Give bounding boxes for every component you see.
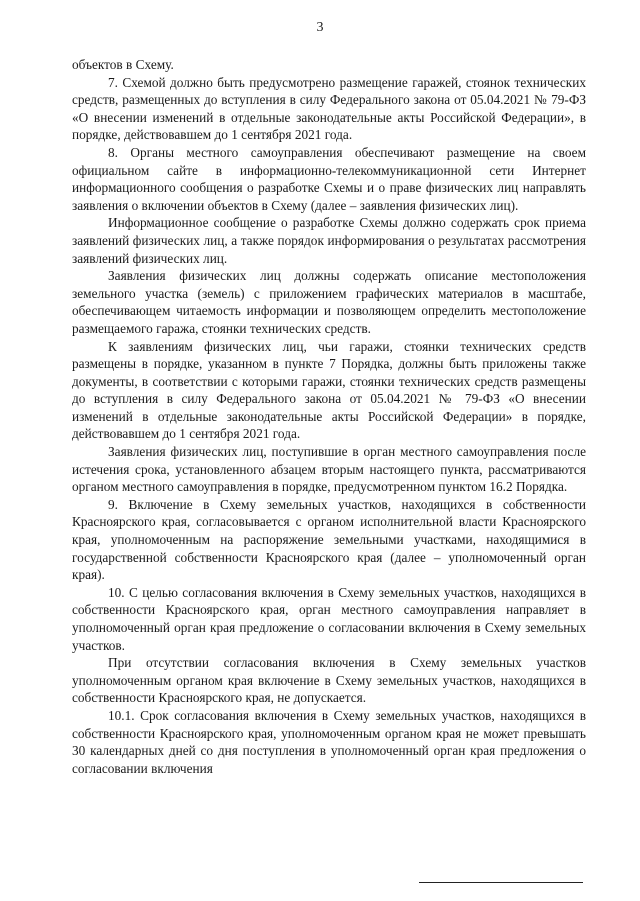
- footer-divider: [419, 882, 583, 883]
- paragraph-attached-documents: К заявлениям физических лиц, чьи гаражи, стоянки технических средств размещены в порядке, указанном в пункте 7 Порядка, должны быть приложены также документы, в соответствии с которыми гаражи, стоянки технических средств размещены до вступления в силу Федерального закона от 05.04.2021 № 79-ФЗ «О внесении изменений в отдельные законодательные акты Российской Федерации» в порядке, действовавшем до 1 сентября 2021 года.: [72, 338, 586, 442]
- paragraph-application-content: Заявления физических лиц должны содержать описание местоположения земельного участка (земель) с приложением графических материалов в масштабе, обеспечивающем читаемость информации и позволяющем определить местоположение размещаемого гаража, стоянки технических средств.: [72, 268, 586, 336]
- paragraph-item-8: 8. Органы местного самоуправления обеспечивают размещение на своем официальном сайте в информационно-телекоммуникационной сети Интернет информационного сообщения о разработке Схемы и о праве физических лиц направлять заявления о включении объектов в Схему (далее – заявления физических лиц).: [72, 144, 586, 213]
- paragraph-item-9: 9. Включение в Схему земельных участков, находящихся в собственности Красноярского края, согласовывается с органом исполнительной власти Красноярского края, уполномоченным на распоряжение земельными участками, находящимися в государственной собственности Красноярского края (далее – уполномоченный орган края).: [72, 496, 586, 583]
- paragraph-info-message: Информационное сообщение о разработке Схемы должно содержать срок приема заявлений физических лиц, а также порядок информирования о результатах рассмотрения заявлений физических лиц.: [72, 215, 586, 266]
- paragraph-item-10-1: 10.1. Срок согласования включения в Схему земельных участков, находящихся в собственности Красноярского края, уполномоченным органом края не может превышать 30 календарных дней со дня поступления в уполномоченный орган края предложения о согласовании включения: [72, 707, 586, 776]
- document-body: [72, 56, 586, 777]
- paragraph-no-approval: При отсутствии согласования включения в Схему земельных участков уполномоченным органом края включение в Схему земельных участков, находящихся в собственности Красноярского края, не допускается.: [72, 655, 586, 706]
- paragraph-item-7: 7. Схемой должно быть предусмотрено размещение гаражей, стоянок технических средств, размещенных до вступления в силу Федерального закона от 05.04.2021 № 79-ФЗ «О внесении изменений в отдельные законодательные акты Российской Федерации», в порядке, действовавшем до 1 сентября 2021 года.: [72, 74, 586, 143]
- paragraph-late-applications: Заявления физических лиц, поступившие в орган местного самоуправления после истечения срока, установленного абзацем вторым настоящего пункта, рассматриваются органом местного самоуправления в порядке, предусмотренном пунктом 16.2 Порядка.: [72, 444, 586, 495]
- page-number: 3: [316, 20, 324, 35]
- paragraph-continuation: объектов в Схему.: [72, 57, 174, 72]
- paragraph-item-10: 10. С целью согласования включения в Схему земельных участков, находящихся в собственности Красноярского края, орган местного самоуправления направляет в уполномоченный орган края предложение о согласовании включения в Схему земельных участков.: [72, 584, 586, 653]
